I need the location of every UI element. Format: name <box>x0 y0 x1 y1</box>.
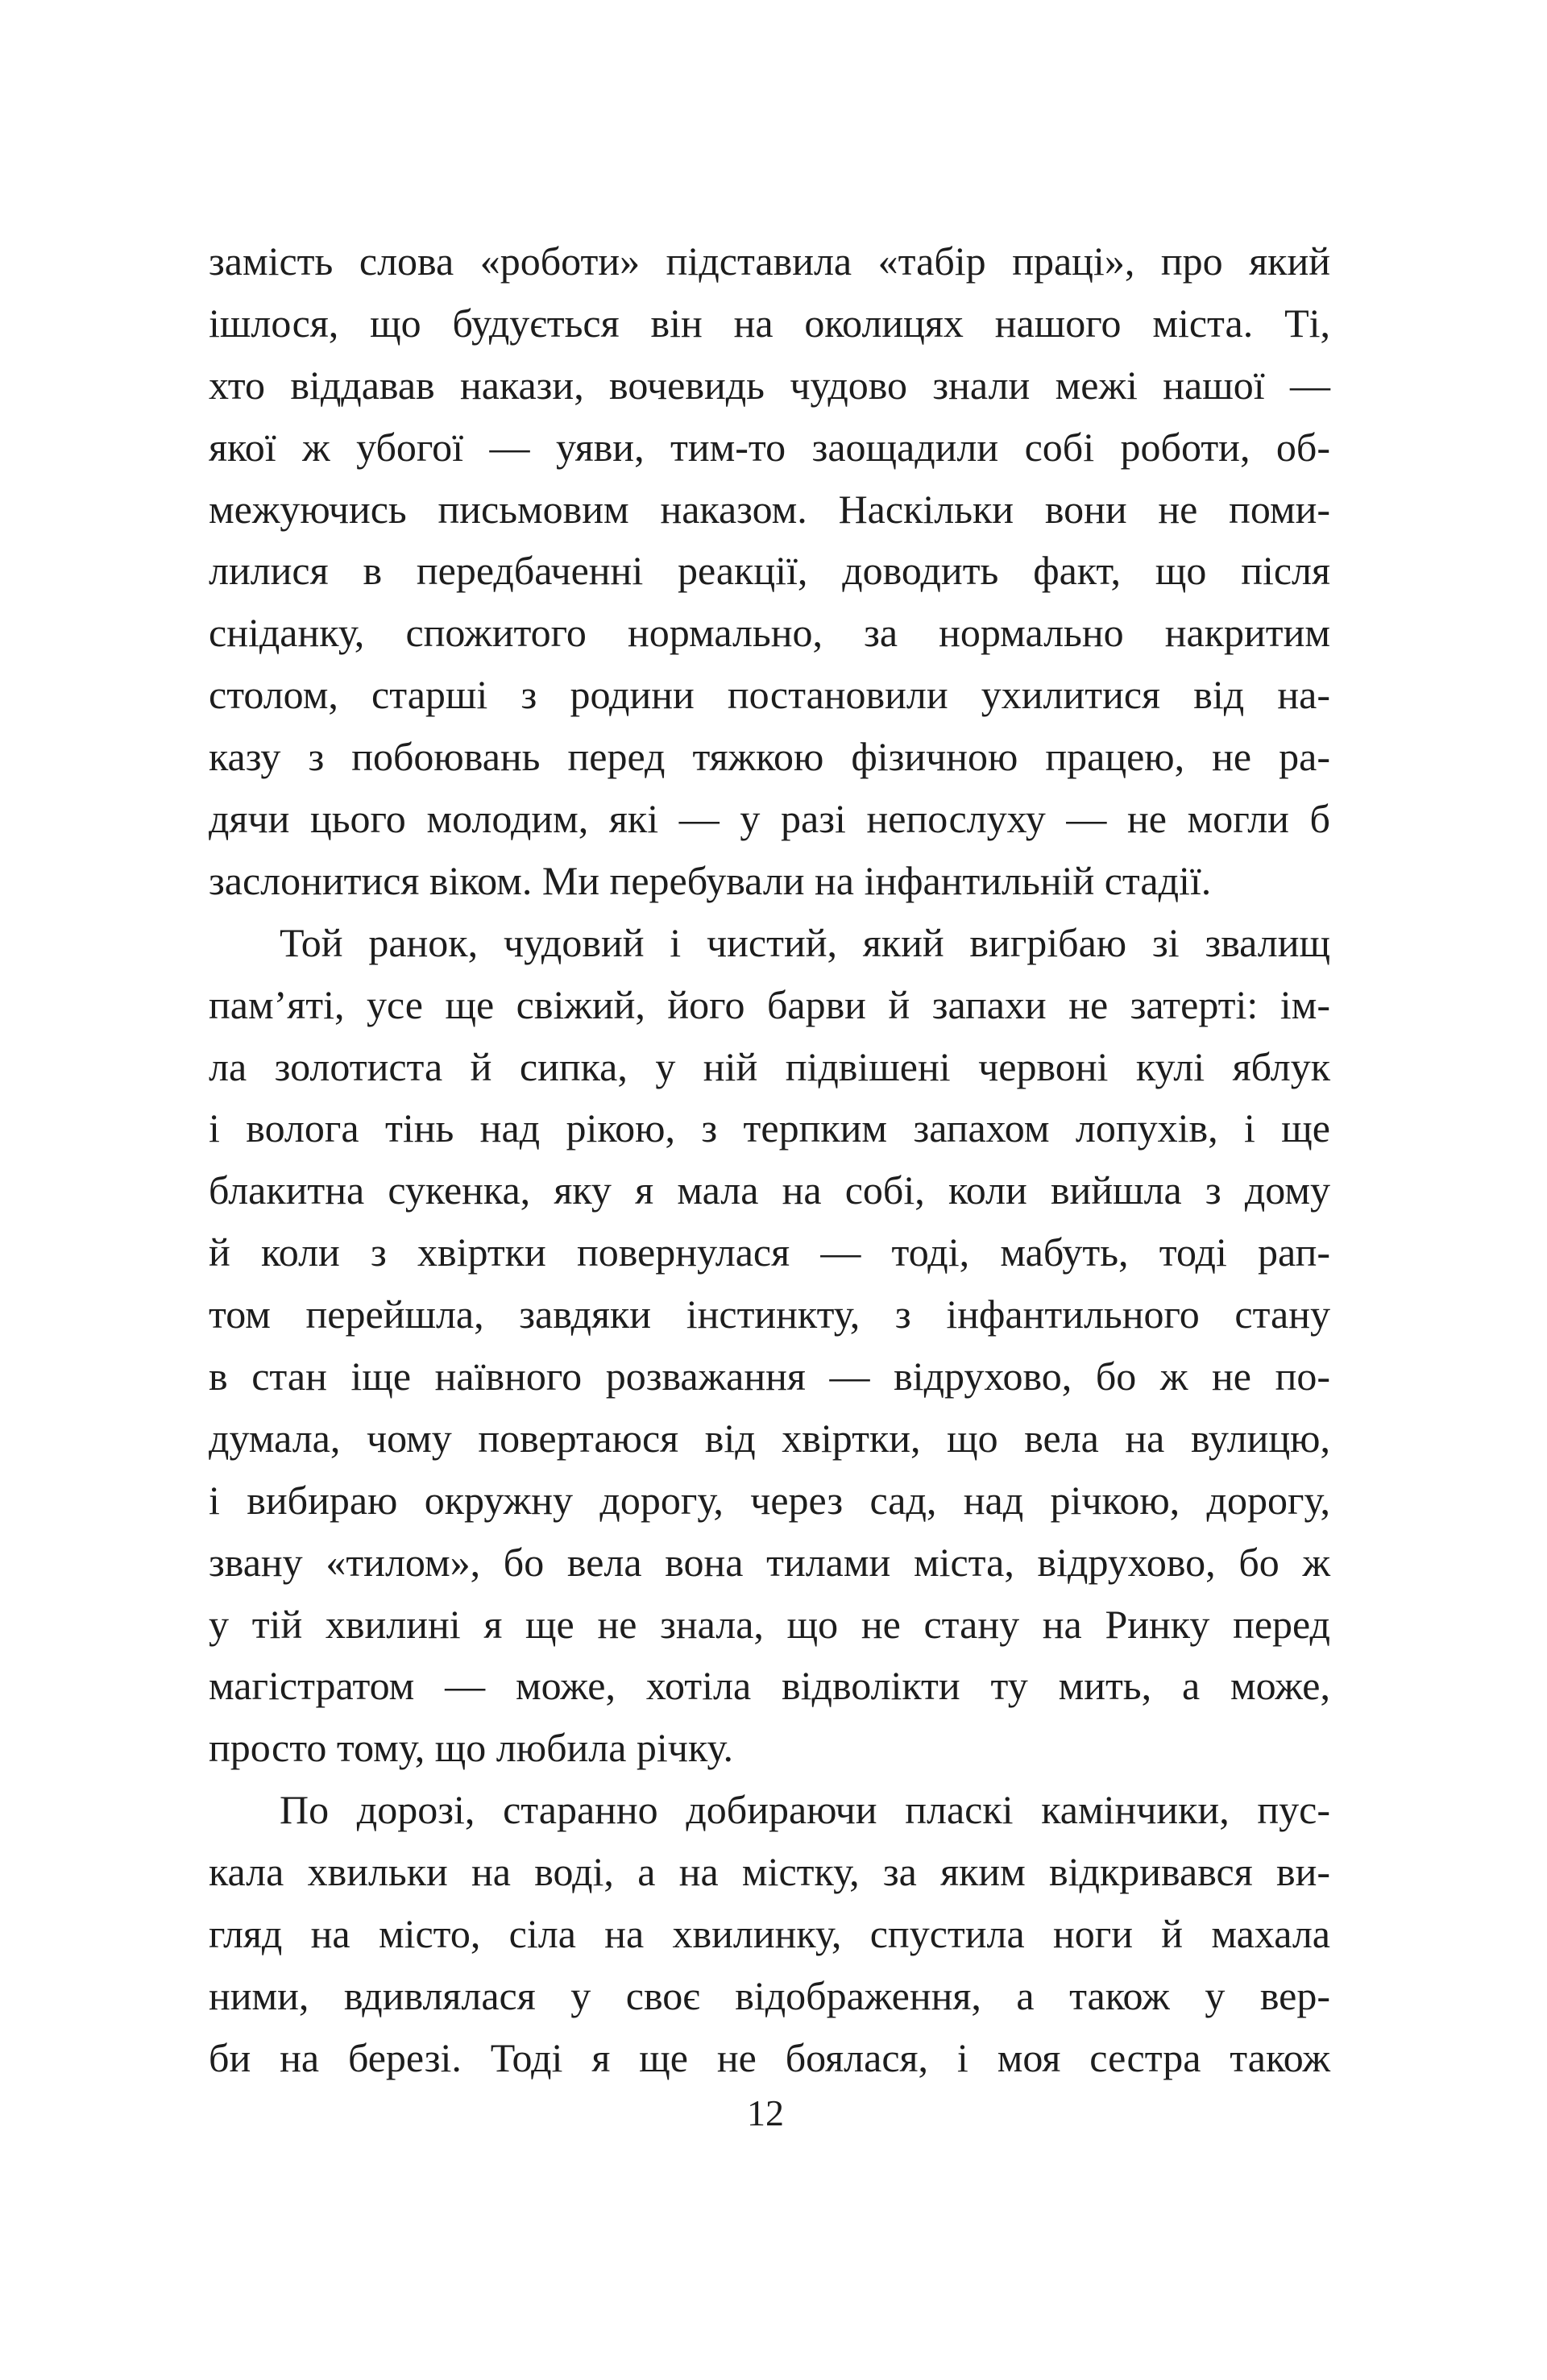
text-line: ішлося, що будується він на околицях нашого міста. Ті, <box>209 300 1330 346</box>
paragraph <box>209 1779 1330 2088</box>
text-line: просто тому, що любила річку. <box>209 1725 734 1771</box>
text-line: магістратом — може, хотіла відволікти ту мить, а може, <box>209 1663 1330 1709</box>
text-line: кала хвильки на воді, а на містку, за яким відкривався ви- <box>209 1849 1330 1895</box>
text-line: в стан іще наївного розважання — відрухово, бо ж не по- <box>209 1354 1330 1399</box>
page-body <box>209 230 1330 2089</box>
text-line: звану «тилом», бо вела вона тилами міста, відрухово, бо ж <box>209 1539 1330 1585</box>
text-line: заслонитися віком. Ми перебували на інфантильній стадії. <box>209 857 1212 903</box>
text-line: ними, вдивлялася у своє відображення, а також у вер- <box>209 1972 1330 2018</box>
text-line: По дорозі, старанно добираючи пласкі камінчики, пус- <box>280 1787 1330 1833</box>
text-line: блакитна сукенка, яку я мала на собі, коли вийшла з дому <box>209 1167 1330 1213</box>
text-line: і вибираю окружну дорогу, через сад, над річкою, дорогу, <box>209 1477 1330 1523</box>
text-line: замість слова «роботи» підставила «табір праці», про який <box>209 238 1330 284</box>
text-line: пам’яті, усе ще свіжий, його барви й запахи не затерті: ім- <box>209 981 1330 1027</box>
text-line: якої ж убогої — уяви, тим-то заощадили собі роботи, об- <box>209 424 1330 470</box>
text-line: й коли з хвіртки повернулася — тоді, мабуть, тоді рап- <box>209 1229 1330 1275</box>
text-line: ла золотиста й сипка, у ній підвішені червоні кулі яблук <box>209 1043 1330 1089</box>
text-line: сніданку, спожитого нормально, за нормально накритим <box>209 610 1330 656</box>
text-line: столом, старші з родини постановили ухилитися від на- <box>209 672 1330 718</box>
text-line: думала, чому повертаюся від хвіртки, що вела на вулицю, <box>209 1415 1330 1461</box>
page-number: 12 <box>747 2092 784 2133</box>
text-line: і волога тінь над рікою, з терпким запахом лопухів, і ще <box>209 1105 1330 1151</box>
text-line: лилися в передбаченні реакції, доводить факт, що після <box>209 548 1330 594</box>
text-line: хто віддавав накази, вочевидь чудово знали межі нашої — <box>209 362 1330 408</box>
text-line: Той ранок, чудовий і чистий, який вигрібаю зі звалищ <box>280 919 1330 965</box>
text-line: дячи цього молодим, які — у разі непослуху — не могли б <box>209 796 1330 842</box>
paragraph <box>209 230 1330 912</box>
text-line: у тій хвилині я ще не знала, що не стану на Ринку перед <box>209 1601 1330 1647</box>
text-line: межуючись письмовим наказом. Наскільки вони не поми- <box>209 486 1330 532</box>
text-line: гляд на місто, сіла на хвилинку, спустила ноги й махала <box>209 1911 1330 1957</box>
text-line: том перейшла, завдяки інстинкту, з інфантильного стану <box>209 1292 1330 1337</box>
paragraph <box>209 912 1330 1779</box>
text-line: казу з побоювань перед тяжкою фізичною працею, не ра- <box>209 734 1330 780</box>
text-line: би на березі. Тоді я ще не боялася, і моя сестра також <box>209 2034 1330 2080</box>
